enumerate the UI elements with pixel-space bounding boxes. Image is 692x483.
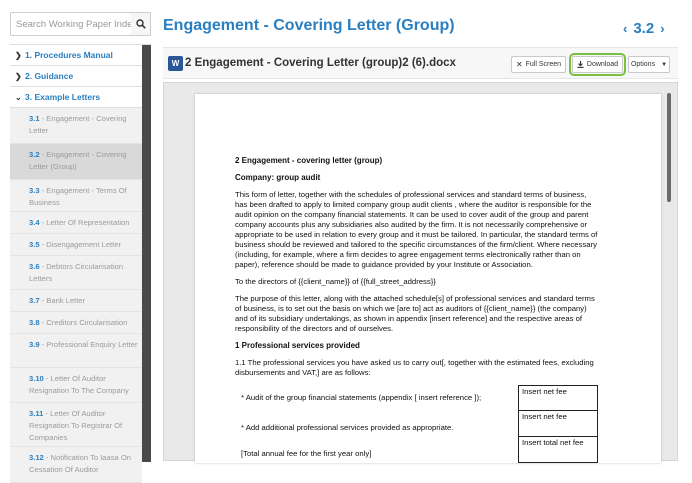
chevron-right-icon: ❯ xyxy=(15,71,22,81)
options-dropdown[interactable]: Options ▼ xyxy=(628,56,670,73)
document-file-name: 2 Engagement - Covering Letter (group)2 (6).docx xyxy=(185,57,456,69)
section-example-letters[interactable]: ⌄ 3. Example Letters xyxy=(10,87,142,108)
document-addressee: To the directors of {{client_name}} of {{full_street_address}} xyxy=(235,277,436,286)
document-paragraph: This form of letter, together with the schedules of professional services and standard terms of business, has been drafted to apply to limited company group audit clients , where the auditor is responsible for the audit opinion on the company financial statements. It can be used to cover audit of the group and parent company accounts plus any subsidiaries also audited by the firm. It is not necessarily comprehensive or appropriate to be used in relation to every group and it must be tailored. In particular, the standard terms of business should be reviewed and tailored to the specific circumstances of the firm/client. Where necessary (including, for example, where a firm decides to agree engagement terms electronically rather than on paper), reference should be made to guidance provided by your Institute or Association. xyxy=(235,190,598,269)
sidebar-item-3-11[interactable]: 3.11 - Letter Of Auditor Resignation To Registrar Of Companies xyxy=(10,403,142,447)
viewer-scrollbar[interactable] xyxy=(667,93,671,202)
sidebar-item-3-5[interactable]: 3.5 - Disengagement Letter xyxy=(10,234,142,256)
search-button[interactable] xyxy=(131,12,151,36)
sidebar-item-3-12[interactable]: 3.12 - Notification To Iaasa On Cessation Of Auditor xyxy=(10,447,142,483)
fee-cell: Insert total net fee xyxy=(518,437,598,463)
current-paper-number: 3.2 xyxy=(633,19,655,37)
document-body xyxy=(235,156,600,463)
section-guidance[interactable]: ❯ 2. Guidance xyxy=(10,66,142,87)
sidebar-item-3-6[interactable]: 3.6 - Debtors Circularisation Letters xyxy=(10,256,142,290)
fee-row: * Audit of the group financial statements (appendix [ insert reference ]); Insert net fee xyxy=(235,385,600,411)
sidebar-item-3-3[interactable]: 3.3 - Engagement - Terms Of Business xyxy=(10,180,142,212)
sidebar-item-3-8[interactable]: 3.8 - Creditors Circularisation xyxy=(10,312,142,334)
search-input[interactable] xyxy=(10,12,132,36)
full-screen-button[interactable]: ✕ Full Screen xyxy=(511,56,566,73)
fee-cell: Insert net fee xyxy=(518,411,598,437)
chevron-down-icon: ⌄ xyxy=(15,92,22,102)
caret-down-icon: ▼ xyxy=(661,61,668,68)
download-button[interactable]: Download xyxy=(572,56,623,73)
document-page xyxy=(195,94,661,463)
sidebar-scrollbar[interactable] xyxy=(142,45,151,462)
document-heading: 2 Engagement - covering letter (group) xyxy=(235,156,383,165)
prev-page-button[interactable]: ‹ xyxy=(623,20,628,36)
page-title: Engagement - Covering Letter (Group) xyxy=(163,17,455,34)
document-company: Company: group audit xyxy=(235,173,321,182)
document-viewer[interactable] xyxy=(163,82,678,461)
document-section-heading: 1 Professional services provided xyxy=(235,341,360,350)
sidebar-item-3-10[interactable]: 3.10 - Letter Of Auditor Resignation To The Company xyxy=(10,368,142,403)
sidebar-item-3-7[interactable]: 3.7 - Bank Letter xyxy=(10,290,142,312)
document-paragraph: The purpose of this letter, along with the attached schedule[s] of professional services and standard terms of business, is to set out the basis on which we [are to] act as auditors of {{client_name}} (the company) and of its subsidiary undertakings, as shown in appendix [insert reference] and the respective areas of responsibility of the directors and of ourselves. xyxy=(235,294,595,333)
document-toolbar xyxy=(163,47,678,79)
fee-row: [Total annual fee for the first year only] Insert total net fee xyxy=(235,437,600,463)
sidebar-item-3-4[interactable]: 3.4 - Letter Of Representation xyxy=(10,212,142,234)
paper-index-nav xyxy=(10,44,151,474)
fee-cell: Insert net fee xyxy=(518,385,598,411)
sidebar-item-3-2[interactable]: 3.2 - Engagement - Covering Letter (Group) xyxy=(10,144,142,180)
section-procedures-manual[interactable]: ❯ 1. Procedures Manual xyxy=(10,45,142,66)
fee-row: * Add additional professional services provided as appropriate. Insert net fee xyxy=(235,411,600,437)
sidebar xyxy=(10,12,151,474)
sidebar-item-3-1[interactable]: 3.1 - Engagement - Covering Letter xyxy=(10,108,142,144)
expand-icon: ✕ xyxy=(515,60,523,69)
search-icon xyxy=(136,19,146,29)
paper-pager xyxy=(623,18,688,38)
sidebar-item-3-9[interactable]: 3.9 - Professional Enquiry Letter xyxy=(10,334,142,368)
download-icon xyxy=(577,61,584,68)
document-paragraph: 1.1 The professional services you have asked us to carry out[, together with the estimated fees, excluding disbursements and VAT,] are as follows: xyxy=(235,358,594,377)
search-bar xyxy=(10,12,151,36)
word-document-icon: W xyxy=(168,56,183,71)
next-page-button[interactable]: › xyxy=(660,20,665,36)
chevron-right-icon: ❯ xyxy=(15,50,22,60)
